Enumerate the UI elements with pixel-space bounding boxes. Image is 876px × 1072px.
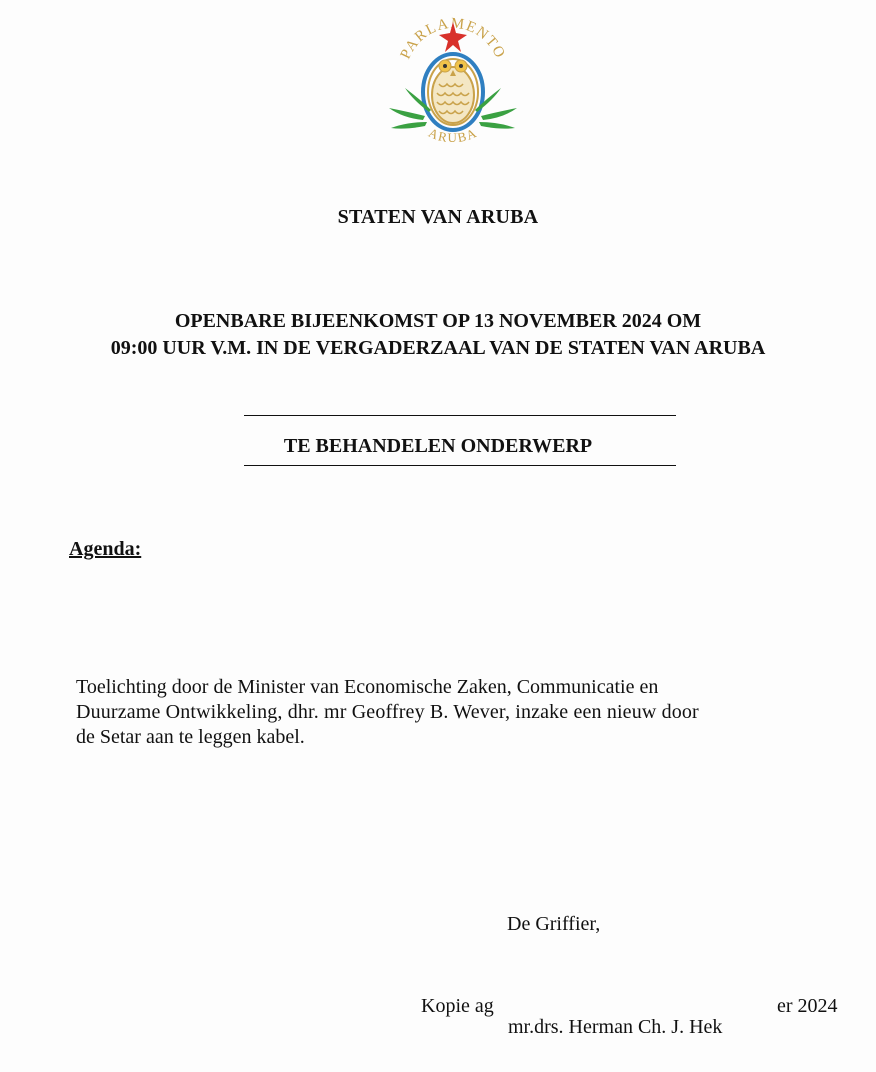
- agenda-line-2: Duurzame Ontwikkeling, dhr. mr Geoffrey B. Wever, inzake een nieuw door: [76, 701, 699, 723]
- agenda-line-3: de Setar aan te leggen kabel.: [76, 726, 305, 748]
- meeting-line-1: OPENBARE BIJEENKOMST OP 13 NOVEMBER 2024 OM: [174, 310, 702, 332]
- document-title: STATEN VAN ARUBA: [337, 206, 539, 228]
- agenda-item: [76, 675, 776, 750]
- agenda-line-1: Toelichting door de Minister van Economische Zaken, Communicatie en: [76, 676, 659, 698]
- subject-heading: TE BEHANDELEN ONDERWERP: [283, 435, 593, 457]
- copy-note-left: Kopie ag: [421, 995, 494, 1017]
- subject-rule-bottom: [244, 465, 676, 466]
- svg-text:ARUBA: ARUBA: [426, 124, 480, 146]
- agenda-label: Agenda:: [69, 538, 142, 560]
- copy-note-right: er 2024: [777, 995, 838, 1017]
- parliament-seal-logo: [383, 0, 523, 160]
- owl-seal-icon: [383, 0, 523, 160]
- signature-role: De Griffier,: [507, 913, 601, 935]
- subject-rule-top: [244, 415, 676, 416]
- signatory-name: mr.drs. Herman Ch. J. Hek: [508, 1016, 726, 1039]
- svg-text:PARLAMENTO: PARLAMENTO: [397, 15, 509, 62]
- meeting-announcement: [0, 308, 876, 362]
- meeting-line-2: 09:00 UUR V.M. IN DE VERGADERZAAL VAN DE STATEN VAN ARUBA: [110, 337, 766, 359]
